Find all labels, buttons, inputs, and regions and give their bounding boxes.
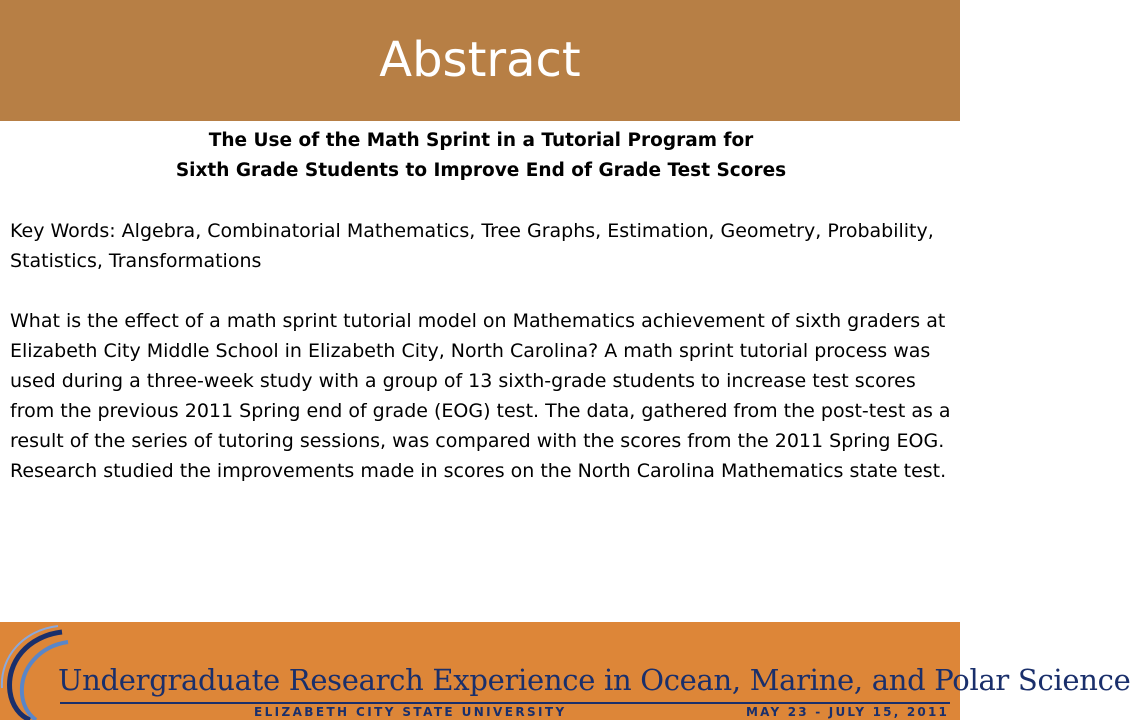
slide-content	[10, 126, 952, 486]
university-name: ELIZABETH CITY STATE UNIVERSITY	[246, 704, 575, 720]
program-name: Undergraduate Research Experience in Ocean, Marine, and Polar Science	[58, 663, 1130, 697]
paper-title-line-2: Sixth Grade Students to Improve End of Grade Test Scores	[175, 160, 787, 181]
footer-banner	[0, 622, 1130, 720]
spacer	[10, 186, 952, 216]
program-dates: MAY 23 - JULY 15, 2011	[740, 704, 955, 720]
abstract-paragraph: What is the effect of a math sprint tutorial model on Mathematics achievement of sixth graders at Elizabeth City Middle School in Elizabeth City, North Carolina? A math sprint tutorial process was used during a three-week study with a group of 13 sixth-grade students to increase test scores from the previous 2011 Spring end of grade (EOG) test. The data, gathered from the post-test as a result of the series of tutoring sessions, was compared with the scores from the 2011 Spring EOG. Research studied the improvements made in scores on the North Carolina Mathematics state test.	[10, 310, 951, 482]
spacer	[10, 276, 952, 306]
keywords-paragraph: Key Words: Algebra, Combinatorial Mathematics, Tree Graphs, Estimation, Geometry, Probability, Statistics, Transformations	[10, 220, 934, 272]
slide-title: Abstract	[379, 32, 581, 88]
paper-title-line-1: The Use of the Math Sprint in a Tutorial Program for	[208, 130, 754, 151]
title-bar	[0, 0, 960, 121]
